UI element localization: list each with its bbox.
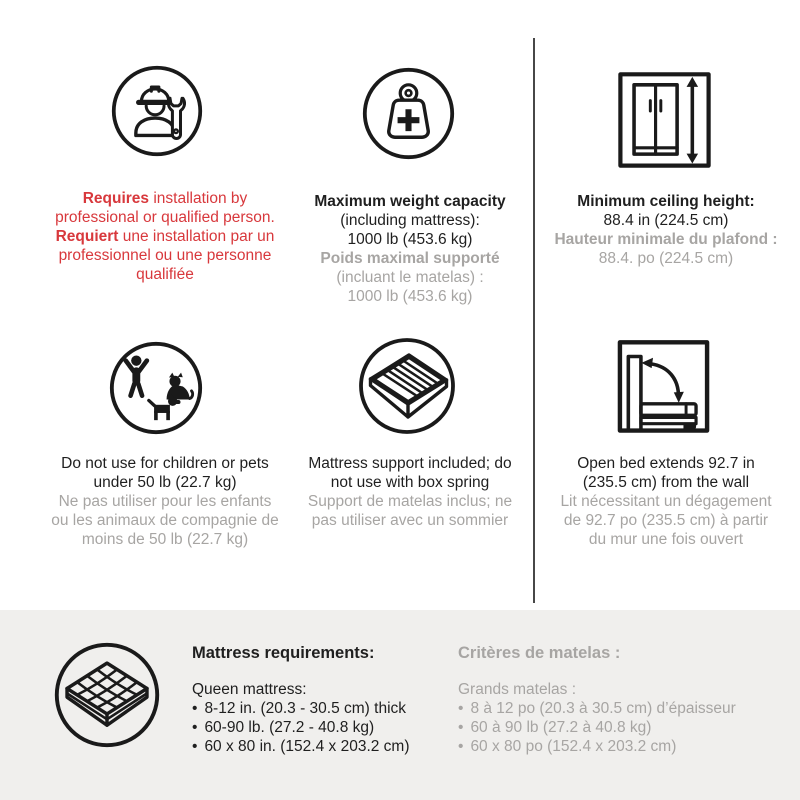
open-bed-clearance-note [544,454,788,549]
text-line: 1000 lb (453.6 kg) [347,231,473,248]
vertical-divider [533,38,535,603]
text-line: (incluant le matelas) : [336,269,484,286]
text-line: du mur une fois ouvert [588,531,744,548]
requirement-item: • 60 x 80 in. (152.4 x 203.2 cm) [192,737,410,756]
mattress-support-note [296,454,524,530]
mattress-icon [53,641,161,749]
requirement-item: • 8-12 in. (20.3 - 30.5 cm) thick [192,699,410,718]
requirements-title: Critères de matelas : [458,644,621,662]
requirement-item: • 60 à 90 lb (27.2 à 40.8 kg) [458,718,736,737]
text-segment: une installation par un [118,228,275,245]
text-line: Minimum ceiling height: [577,193,755,210]
text-line: Do not use for children or pets [61,455,269,472]
text-line [30,189,300,208]
requirement-item: • 8 à 12 po (20.3 à 30.5 cm) d’épaisseur [458,699,736,718]
requirements-list [192,699,410,756]
no-children-pets-icon [108,340,204,436]
text-line: under 50 lb (22.7 kg) [93,474,237,491]
text-line: Hauteur minimale du plafond : [554,231,778,248]
text-line: not use with box spring [330,474,490,491]
text-line: moins de 50 lb (22.7 kg) [81,531,249,548]
text-line: Open bed extends 92.7 in [577,455,755,472]
worker-wrench-icon [110,64,204,158]
ceiling-height-note [544,192,788,268]
requirements-list [458,699,736,756]
text-line: (including mattress): [340,212,480,229]
mattress-requirements-panel [0,610,800,800]
requirements-subtitle: Grands matelas : [458,681,577,698]
requirement-item: • 60 x 80 po (152.4 x 203.2 cm) [458,737,736,756]
text-line: Ne pas utiliser pour les enfants [58,493,272,510]
ceiling-height-icon [612,68,717,173]
bold-word: Requiert [55,228,119,245]
text-line: 1000 lb (453.6 kg) [347,288,473,305]
bold-word: Requires [82,190,150,207]
no-children-pets-note [30,454,300,549]
weight-capacity-note [296,192,524,306]
text-line: 88.4 in (224.5 cm) [603,212,729,229]
text-line: Maximum weight capacity [314,193,506,210]
text-line: de 92.7 po (235.5 cm) à partir [563,512,769,529]
text-line: pas utiliser avec un sommier [311,512,509,529]
text-line: Poids maximal supporté [320,250,500,267]
text-line: Lit nécessitant un dégagement [560,493,772,510]
text-line: Support de matelas inclus; ne [307,493,513,510]
mattress-requirements-fr [458,643,736,756]
text-line: (235.5 cm) from the wall [582,474,750,491]
text-line: 88.4. po (224.5 cm) [598,250,734,267]
text-segment: installation by [149,190,248,207]
text-line [30,227,300,246]
text-line: professionnel ou une personne [58,247,272,264]
text-line: professional or qualified person. [55,209,275,226]
requirements-title: Mattress requirements: [192,644,375,662]
requirement-item: • 60-90 lb. (27.2 - 40.8 kg) [192,718,410,737]
mattress-requirements-en [192,643,410,756]
mattress-support-icon [357,336,457,436]
text-line: qualifiée [136,266,194,283]
installation-note [30,189,300,284]
weight-capacity-icon [361,66,456,161]
open-bed-clearance-icon [611,335,716,440]
requirements-subtitle: Queen mattress: [192,681,307,698]
text-line: Mattress support included; do [308,455,512,472]
text-line: ou les animaux de compagnie de [51,512,279,529]
